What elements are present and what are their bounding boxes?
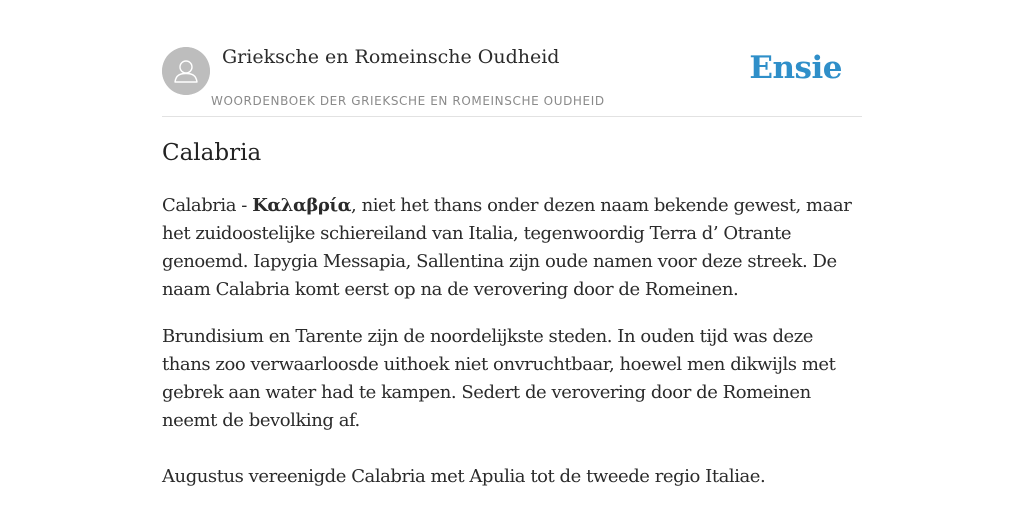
header: [162, 0, 862, 117]
entry-term-prefix: Calabria -: [162, 195, 253, 216]
page: [162, 0, 862, 487]
user-icon: [162, 47, 210, 95]
entry-paragraph: Brundisium en Tarente zijn de noordelijkste steden. In ouden tijd was deze thans zoo verwaarloosde uithoek niet onvruchtbaar, hoewel men dikwijls met gebrek aan water had te kampen. Sedert de verovering door de Romeinen neemt de bevolking af.: [162, 326, 836, 431]
entry-title: Calabria: [162, 140, 262, 166]
greek-term: Καλαβρία: [252, 195, 352, 216]
entry-paragraph-text: , niet het thans onder dezen naam bekende gewest, maar het zuidoostelijke schiereiland van Italia, tegenwoordig Terra d’ Otrante genoemd. Iapygia Messapia, Sallentina zijn oude namen voor deze streek. De naam Calabria komt eerst op na de verovering door de Romeinen.: [162, 195, 852, 300]
site-title[interactable]: Grieksche en Romeinsche Oudheid: [222, 46, 560, 68]
avatar[interactable]: [162, 47, 210, 95]
site-subtitle: WOORDENBOEK DER GRIEKSCHE EN ROMEINSCHE OUDHEID: [211, 94, 605, 108]
entry-content: [162, 192, 862, 491]
entry-paragraph: [162, 192, 862, 304]
entry-paragraph: Augustus vereenigde Calabria met Apulia tot de tweede regio Italiae.: [162, 466, 766, 487]
ensie-logo[interactable]: Ensie: [749, 50, 842, 86]
